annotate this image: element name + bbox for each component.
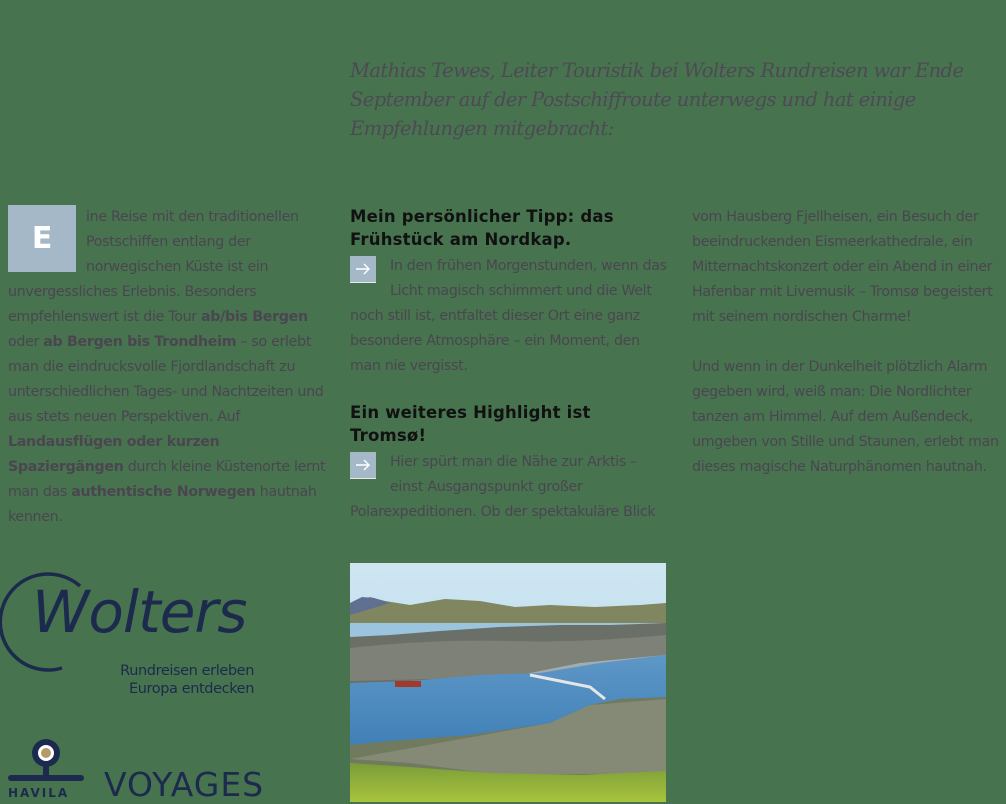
highlight-text: Landausflügen oder kurzen Spaziergängen — [8, 434, 220, 475]
tip-heading: Mein persönlicher Tipp: das Frühstück am Nordkap. — [350, 207, 614, 249]
body-text: ine Reise mit den traditionellen Postschiffen entlang der norwegischen Küste ist ein unvergessliches Erlebnis. Besonders empfehlenswert ist die Tour — [8, 209, 299, 325]
highlight-text: authentische Norwegen — [71, 484, 256, 500]
arrow-right-icon — [350, 256, 376, 283]
highlight-text: ab Bergen bis Trondheim — [43, 334, 237, 350]
body-text: durch kleine Küstenorte lernt man das — [8, 459, 326, 500]
body-text: oder — [8, 334, 44, 350]
tagline-line-2: Europa entdecken — [128, 681, 254, 697]
voyages-wordmark: VOYAGES — [104, 765, 265, 804]
wolters-logo — [0, 568, 270, 708]
highlight-text: ab/bis Bergen — [201, 309, 308, 325]
column-tips — [350, 205, 670, 525]
tip-heading: Ein weiteres Highlight ist Tromsø! — [350, 403, 591, 445]
havila-wordmark: HAVILA — [8, 786, 70, 800]
wolters-wordmark: Wolters — [32, 578, 247, 646]
intro-quote: Mathias Tewes, Leiter Touristik bei Wolters Rundreisen war Ende September auf der Postschiffroute unterwegs und hat einige Empfehlungen mitgebracht: — [350, 59, 964, 140]
column-intro — [8, 205, 326, 530]
arrow-right-icon — [350, 452, 376, 479]
body-text: – so erlebt man die eindrucksvolle Fjordlandschaft zu unterschiedlichen Tages- und Nachtzeiten und aus stets neuen Perspektiven. Auf — [8, 334, 324, 425]
tagline-line-1: Rundreisen erleben — [120, 663, 254, 679]
column-continued — [692, 205, 1006, 480]
tromso-photo — [350, 563, 666, 802]
drop-cap: E — [8, 205, 76, 272]
body-paragraph: Und wenn in der Dunkelheit plötzlich Alarm gegeben wird, weiß man: Die Nordlichter tanzen am Himmel. Auf dem Außendeck, umgeben von Stille und Staunen, erlebt man dieses magische Naturphänomen hautnah. — [692, 359, 999, 475]
tip-body: In den frühen Morgenstunden, wenn das Licht magisch schimmert und die Welt noch still ist, entfaltet dieser Ort eine ganz besondere Atmosphäre – ein Moment, den man nie vergisst. — [350, 258, 667, 374]
body-text: hautnah kennen. — [8, 484, 317, 525]
wolters-tagline — [92, 662, 254, 698]
havila-voyages-logo — [6, 735, 266, 802]
body-paragraph: vom Hausberg Fjellheisen, ein Besuch der beeindruckenden Eismeerkathedrale, ein Mitternachtskonzert oder ein Abend in einer Hafenbar mit Livemusik – Tromsø begeistert mit seinem nordischen Charme! — [692, 209, 993, 325]
tip-nordkap — [350, 205, 670, 379]
tip-tromso — [350, 401, 670, 525]
tip-body: Hier spürt man die Nähe zur Arktis – einst Ausgangspunkt großer Polarexpeditionen. Ob der spektakuläre Blick — [350, 454, 656, 520]
